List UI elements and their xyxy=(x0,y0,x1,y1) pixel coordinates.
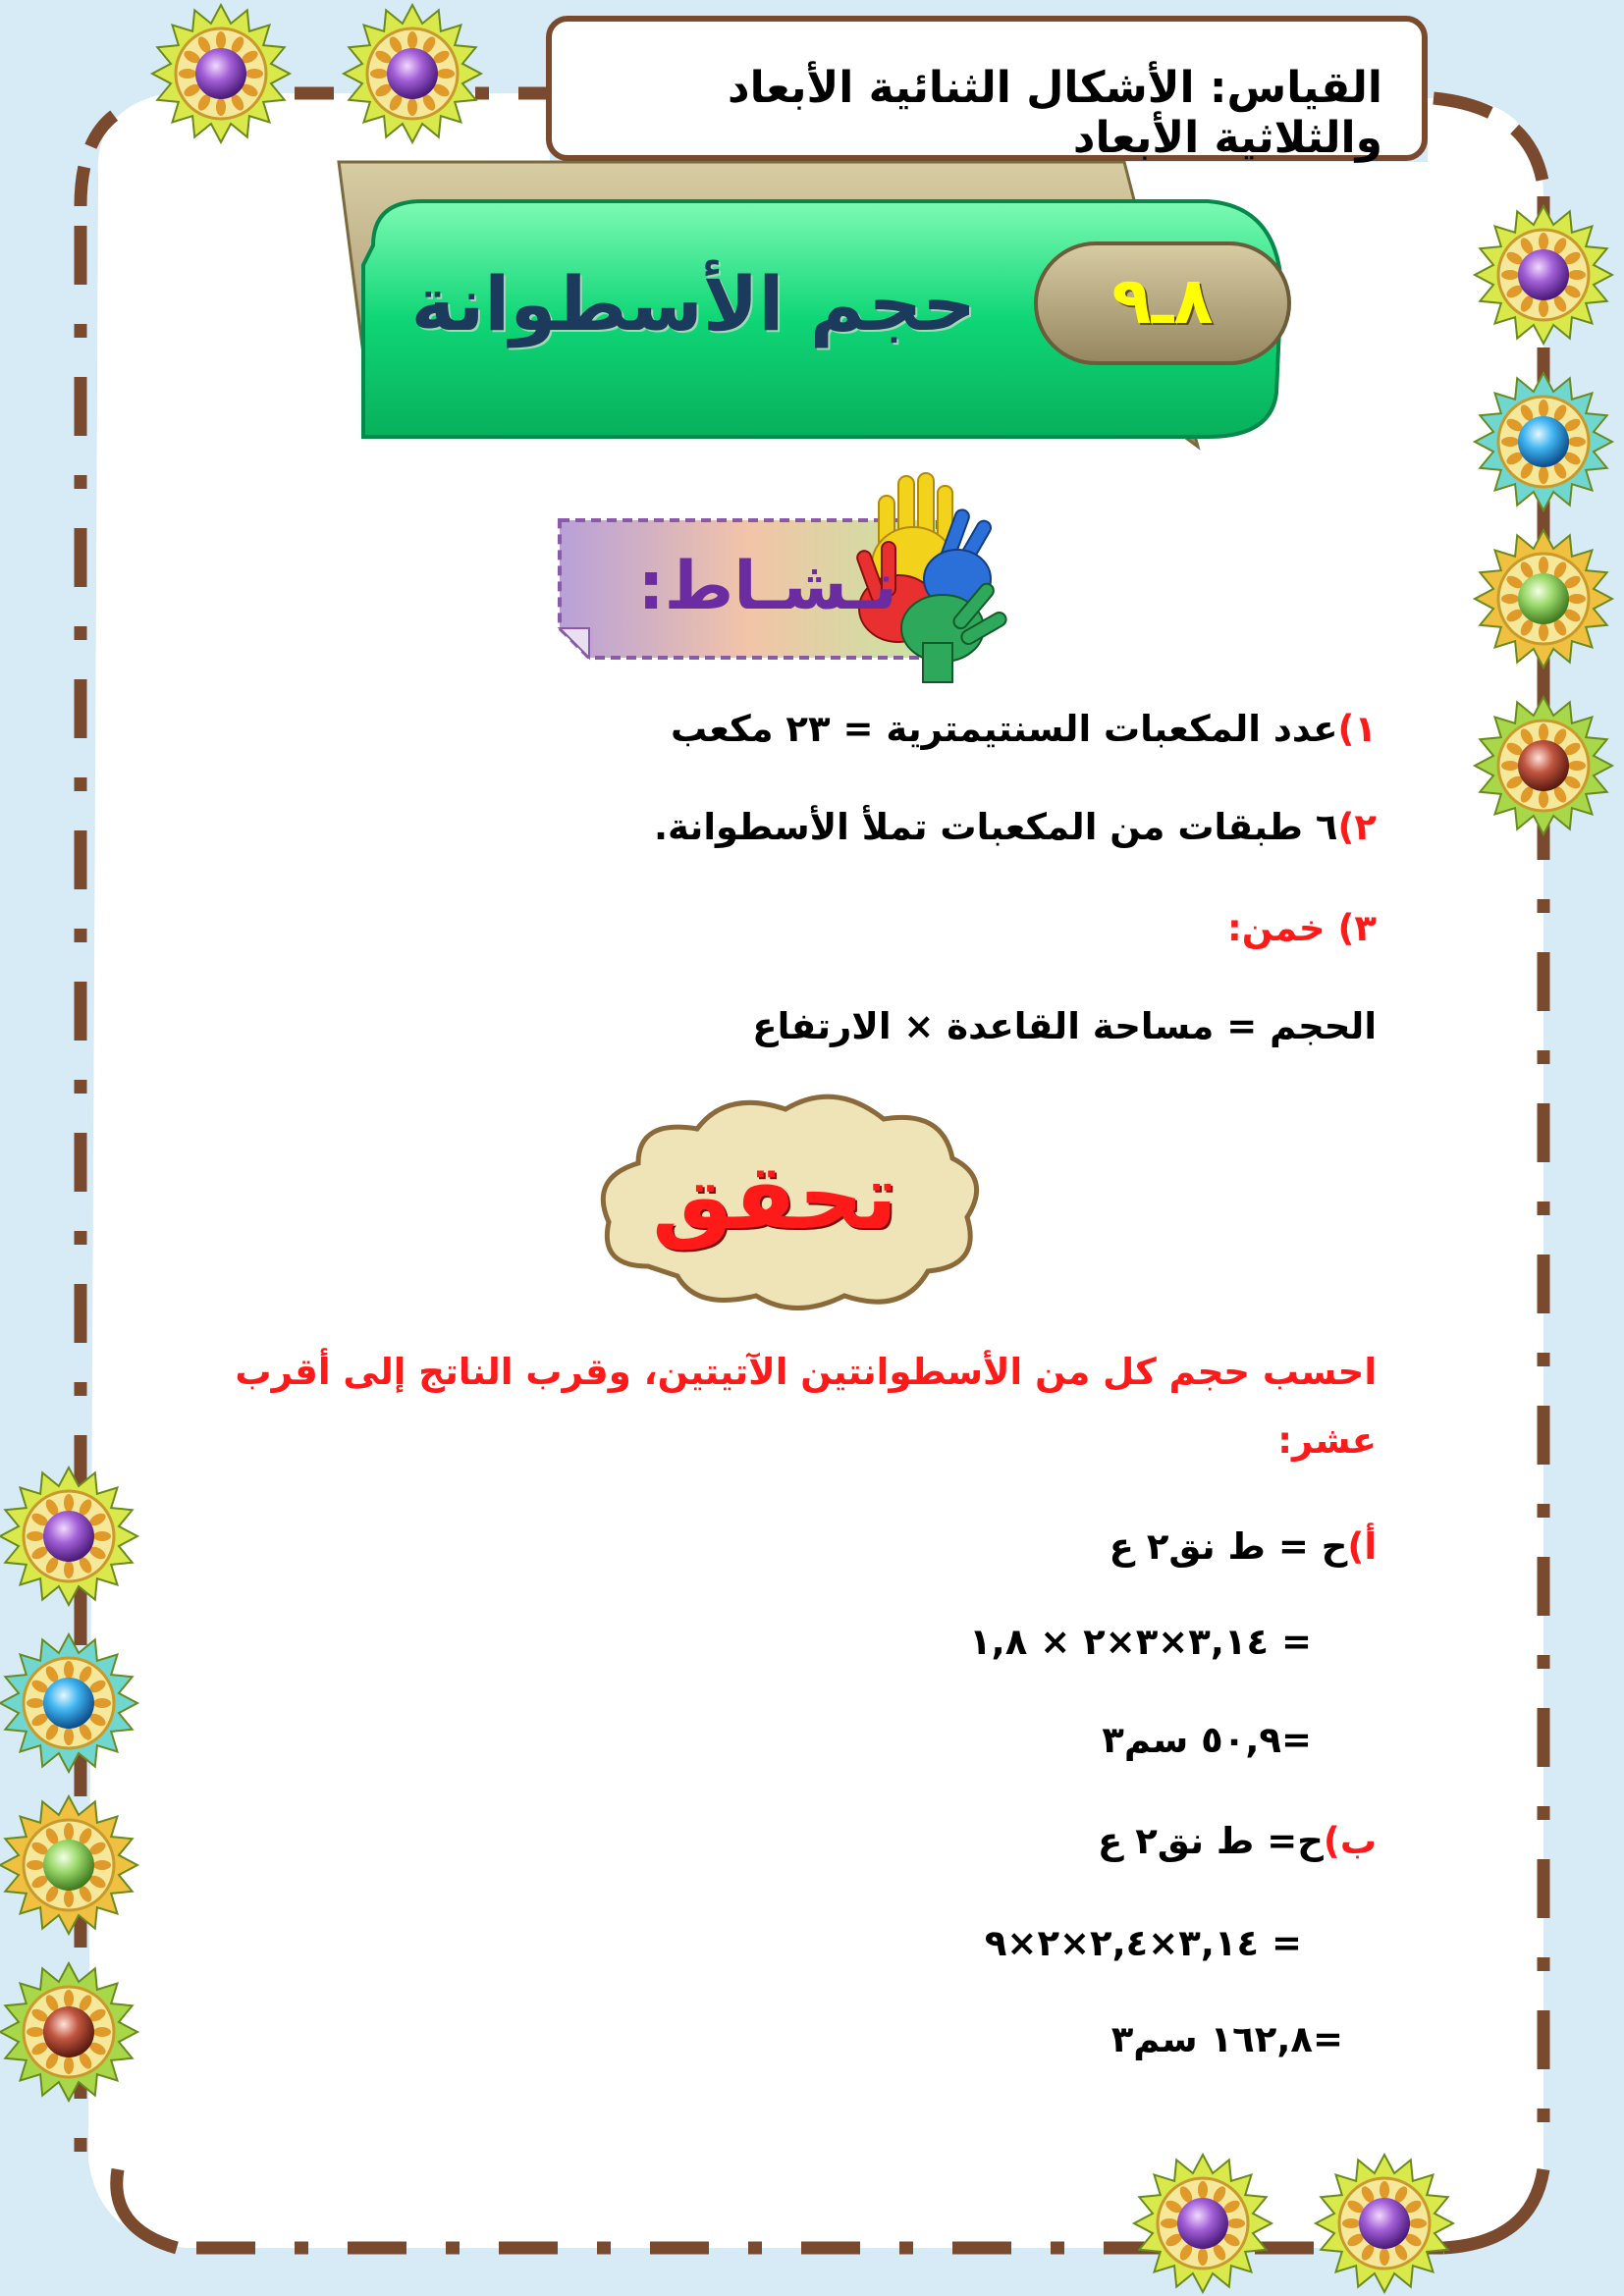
activity-line-3-text: خمن: xyxy=(1227,907,1326,949)
lesson-title: حجم الأسطوانة xyxy=(410,260,976,347)
check-instruction-line-2: عشر: xyxy=(1277,1419,1377,1462)
activity-line-2-number: ٢) xyxy=(1337,806,1377,848)
flower-ornament-icon xyxy=(1316,2155,1453,2292)
check-label: تحقق xyxy=(652,1145,897,1250)
volume-formula: الحجم = مساحة القاعدة × الارتفاع xyxy=(752,1005,1377,1047)
flower-ornament-icon xyxy=(152,5,290,142)
activity-line-2-text: ٦ طبقات من المكعبات تملأ الأسطوانة. xyxy=(653,806,1338,848)
activity-line-2 xyxy=(654,800,1377,855)
flower-ornament-icon xyxy=(0,1468,137,1605)
flower-ornament-icon xyxy=(1475,697,1612,834)
header-title: القياس: الأشكال الثنائية الأبعاد والثلاثية الأبعاد xyxy=(728,63,1382,163)
part-b-step-1: = ٣,١٤×٢,٤×٢×٩ xyxy=(984,1922,1302,1964)
flower-ornament-icon xyxy=(344,5,481,142)
lesson-number: ٨ـ٩ xyxy=(1111,263,1214,339)
part-a-step-1: = ٣,١٤×٣×٢ × ١,٨ xyxy=(969,1621,1312,1663)
flower-ornament-icon xyxy=(1134,2155,1272,2292)
activity-line-3 xyxy=(1227,901,1377,956)
part-a-formula xyxy=(1110,1520,1377,1575)
part-b-formula-text: ح= ط نق٢ ع xyxy=(1098,1820,1324,1862)
flower-ornament-icon xyxy=(1475,530,1612,667)
part-a-step-2: =٥٠,٩ سم٣ xyxy=(1102,1719,1312,1761)
activity-line-1 xyxy=(671,702,1377,757)
part-a-label: أ) xyxy=(1347,1525,1377,1568)
part-b-formula xyxy=(1098,1814,1377,1869)
check-instruction-line-1: احسب حجم كل من الأسطوانتين الآتيتين، وقرب الناتج إلى أقرب xyxy=(235,1351,1377,1393)
activity-line-3-number: ٣) xyxy=(1337,907,1377,949)
flower-ornament-icon xyxy=(1475,206,1612,344)
activity-label: نـشـاط: xyxy=(637,548,897,625)
part-b-label: ب) xyxy=(1323,1820,1377,1862)
activity-line-1-text: عدد المكعبات السنتيمترية = ٢٣ مكعب xyxy=(671,708,1338,750)
part-b-step-2: =١٦٢,٨ سم٣ xyxy=(1110,2018,1343,2060)
flower-ornament-icon xyxy=(1475,373,1612,510)
part-a-formula-text: ح = ط نق٢ ع xyxy=(1109,1525,1348,1568)
header-box xyxy=(546,16,1428,161)
flower-ornament-icon xyxy=(0,1796,137,1934)
flower-ornament-icon xyxy=(0,1963,137,2101)
flower-ornament-icon xyxy=(0,1634,137,1772)
activity-line-1-number: ١) xyxy=(1337,708,1377,750)
